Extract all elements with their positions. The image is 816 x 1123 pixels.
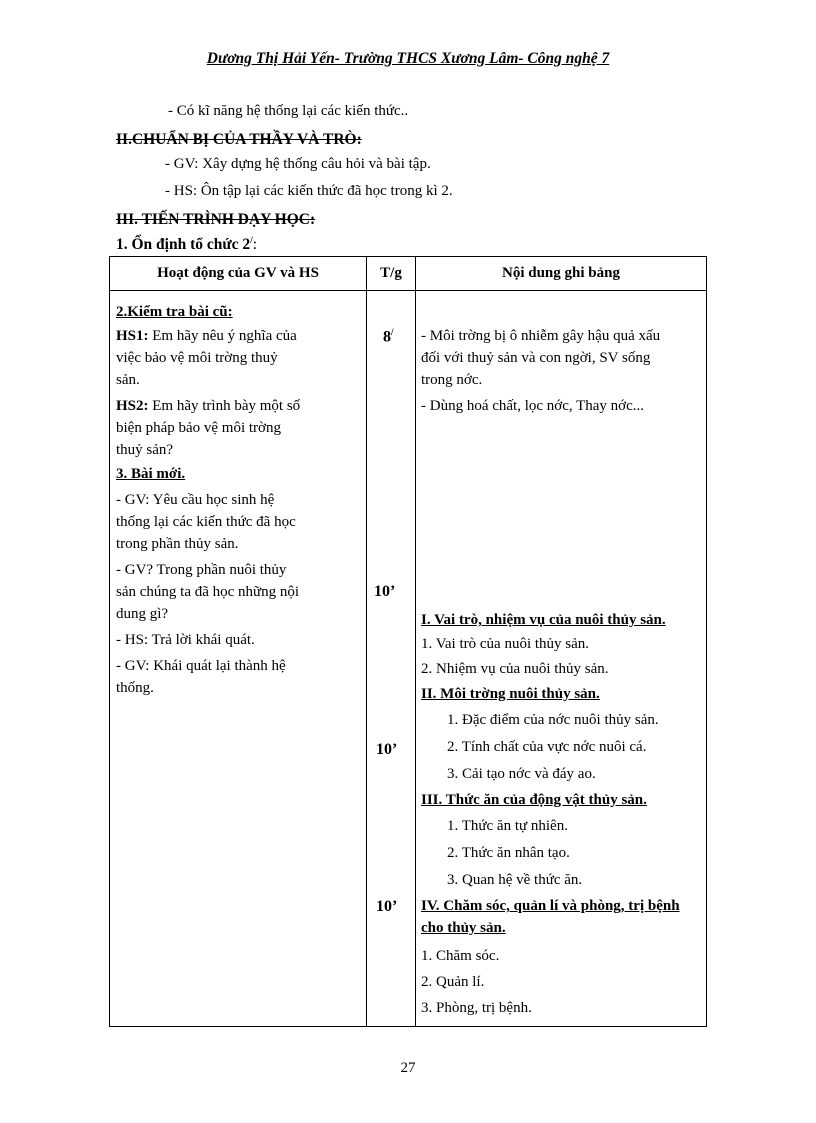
- gv-request-line2: thống lại các kiến thức đã học: [116, 514, 296, 530]
- activities-cell: [110, 291, 367, 1027]
- lesson-table: [109, 256, 707, 1027]
- hs1-text: Em hãy nêu ý nghĩa của: [148, 328, 297, 344]
- time-10min-3: 10’: [376, 898, 398, 915]
- gv-question-line3: dung gì?: [116, 606, 169, 622]
- section2-title: II. Môi trờng nuôi thủy sản.: [421, 686, 600, 702]
- hs2-label: HS2:: [116, 398, 149, 414]
- hs2-question-line3: thuỷ sản?: [116, 442, 174, 458]
- time-8min-sup: /: [391, 327, 394, 337]
- answer1-line3: trong nớc.: [421, 372, 483, 388]
- section-heading-preparation: II.CHUẨN BỊ CỦA THẦY VÀ TRÒ:: [116, 131, 362, 148]
- step-organize-sup: /: [250, 235, 253, 245]
- section1-item2: 2. Nhiệm vụ của nuôi thủy sản.: [421, 661, 609, 677]
- gv-request-line1: - GV: Yêu cầu học sinh hệ: [116, 492, 275, 508]
- answer2: - Dùng hoá chất, lọc nớc, Thay nớc...: [421, 398, 645, 414]
- gv-question-line2: sản chúng ta đã học những nội: [116, 584, 300, 600]
- page-header: Dương Thị Hải Yến- Trường THCS Xương Lâm- Công nghệ 7: [206, 50, 610, 67]
- gv-request-line3: trong phần thủy sản.: [116, 536, 239, 552]
- section4-title-line2: cho thủy sản.: [421, 920, 506, 936]
- gv-question-line1: - GV? Trong phần nuôi thủy: [116, 562, 287, 578]
- section2-item1: 1. Đặc điểm của nớc nuôi thủy sản.: [447, 712, 659, 728]
- time-8min: [383, 321, 394, 348]
- hs-answer: - HS: Trả lời khái quát.: [116, 632, 255, 648]
- hs1-label: HS1:: [116, 328, 149, 344]
- table-body-row: [110, 291, 707, 1027]
- section1-item1: 1. Vai trò của nuôi thủy sản.: [421, 636, 590, 652]
- section2-item3: 3. Cải tạo nớc và đáy ao.: [447, 766, 596, 782]
- time-cell: [367, 291, 416, 1027]
- table-header-row: [110, 257, 707, 291]
- answer1-line1: - Môi trờng bị ô nhiễm gây hậu quả xấu: [421, 328, 661, 344]
- hs2-question-line1: [116, 395, 300, 417]
- hs1-question-line3: sản.: [116, 372, 140, 388]
- hs2-text: Em hãy trình bày một số: [148, 398, 301, 414]
- intro-line: - Có kĩ năng hệ thống lại các kiến thức..: [168, 103, 409, 119]
- gv-summary-line1: - GV: Khái quát lại thành hệ: [116, 658, 286, 674]
- step-organize: [116, 235, 257, 254]
- section4-title-line1: IV. Chăm sóc, quản lí và phòng, trị bệnh: [421, 898, 680, 914]
- section1-title: I. Vai trò, nhiệm vụ của nuôi thủy sản.: [421, 612, 666, 628]
- answer1-line2: đối với thuỷ sản và con ngời, SV sống: [421, 350, 651, 366]
- section3-title: III. Thức ăn của động vật thủy sản.: [421, 792, 647, 808]
- header-activities: Hoạt động của GV và HS: [110, 257, 367, 291]
- section3-item1: 1. Thức ăn tự nhiên.: [447, 818, 568, 834]
- new-lesson-title: 3. Bài mới.: [116, 466, 186, 482]
- section2-item2: 2. Tính chất của vực nớc nuôi cá.: [447, 739, 647, 755]
- old-lesson-check-title: 2.Kiểm tra bài cũ:: [116, 304, 233, 320]
- page-number: 27: [400, 1060, 416, 1076]
- header-content: Nội dung ghi bảng: [416, 257, 707, 291]
- hs1-question-line1: [116, 325, 297, 347]
- teacher-prep: - GV: Xây dựng hệ thống câu hỏi và bài tập.: [165, 156, 431, 172]
- content-cell: [416, 291, 707, 1027]
- student-prep: - HS: Ôn tập lại các kiến thức đã học trong kì 2.: [165, 183, 453, 199]
- section4-item3: 3. Phòng, trị bệnh.: [421, 1000, 532, 1016]
- section3-item2: 2. Thức ăn nhân tạo.: [447, 845, 570, 861]
- section4-item2: 2. Quản lí.: [421, 974, 485, 990]
- section-heading-process: III. TIẾN TRÌNH DẠY HỌC:: [116, 211, 316, 228]
- section4-item1: 1. Chăm sóc.: [421, 948, 500, 964]
- hs1-question-line2: việc bảo vệ môi trờng thuỷ: [116, 350, 278, 366]
- header-time: T/g: [367, 257, 416, 291]
- section3-item3: 3. Quan hệ về thức ăn.: [447, 872, 583, 888]
- time-8min-value: 8: [383, 328, 391, 346]
- step-organize-text: 1. Ổn định tổ chức 2: [116, 236, 251, 254]
- step-organize-end: :: [252, 236, 258, 254]
- gv-summary-line2: thống.: [116, 680, 154, 696]
- time-10min-1: 10’: [374, 583, 396, 600]
- time-10min-2: 10’: [376, 741, 398, 758]
- hs2-question-line2: biện pháp bảo vệ môi trờng: [116, 420, 281, 436]
